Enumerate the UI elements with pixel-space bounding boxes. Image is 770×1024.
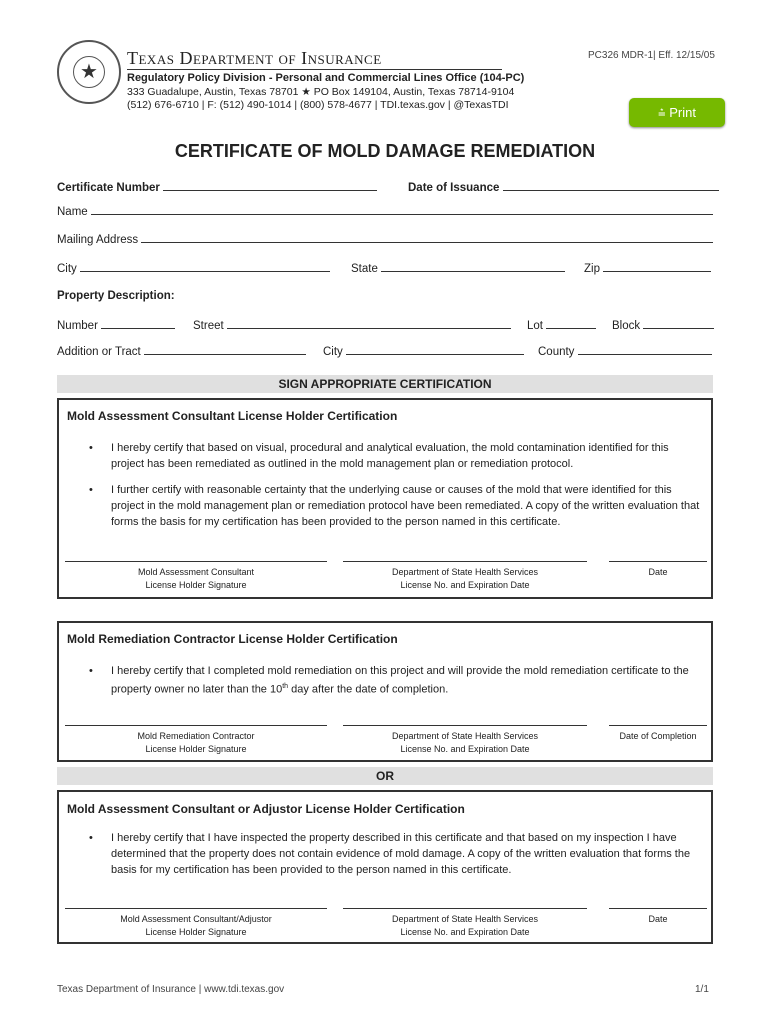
- date-line[interactable]: Date: [609, 561, 707, 579]
- section-assessment-consultant: [57, 398, 713, 599]
- date-line[interactable]: Date: [609, 908, 707, 926]
- addition-field[interactable]: [144, 344, 306, 355]
- address: 333 Guadalupe, Austin, Texas 78701 ★ PO Box 149104, Austin, Texas 78714-9104: [127, 86, 515, 98]
- print-icon: ⩮: [658, 105, 670, 120]
- section-consultant-adjustor: [57, 790, 713, 944]
- section-heading: Mold Assessment Consultant or Adjustor License Holder Certification: [67, 802, 465, 816]
- date-line[interactable]: Date of Completion: [609, 725, 707, 743]
- name-field[interactable]: [91, 204, 713, 215]
- list-item: • I hereby certify that I completed mold remediation on this project and will provide the mold remediation certificate to the property owner no later than the 10th day after the date of completion.: [89, 665, 689, 696]
- license-line[interactable]: Department of State Health Services License No. and Expiration Date: [343, 561, 587, 592]
- license-line[interactable]: Department of State Health Services License No. and Expiration Date: [343, 725, 587, 756]
- org-name: Texas Department of Insurance: [127, 48, 382, 68]
- cert-number-label: Certificate Number: [57, 182, 160, 194]
- addition-label: Addition or Tract: [57, 346, 141, 358]
- zip-field[interactable]: [603, 261, 711, 272]
- division: Regulatory Policy Division - Personal and Commercial Lines Office (104-PC): [127, 72, 525, 84]
- star-icon: ★: [73, 56, 105, 88]
- list-item: • I hereby certify that I have inspected the property described in this certificate and that based on my inspection I have determined that the property does not contain evidence of mold damage. A copy of the written evaluation that forms the basis for my certification has been provided to the person named in this certificate.: [89, 832, 691, 876]
- print-label: Print: [669, 105, 696, 120]
- divider: [127, 69, 502, 70]
- list-item: • I further certify with reasonable certainty that the underlying cause or causes of the mold that were identified for this project in the mold management plan or remediation protocol have been remediated. A copy of the written evaluation that forms the basis for my certification has been provided to the person named in this certificate.: [89, 484, 700, 528]
- or-band: OR: [57, 767, 713, 785]
- property-desc-label: Property Description:: [57, 290, 175, 302]
- print-button[interactable]: [629, 98, 725, 127]
- street-field[interactable]: [227, 318, 511, 329]
- state-field[interactable]: [381, 261, 565, 272]
- city-field[interactable]: [80, 261, 330, 272]
- signature-line[interactable]: Mold Remediation Contractor License Holder Signature: [65, 725, 327, 756]
- lot-label: Lot: [527, 320, 543, 332]
- date-issuance-label: Date of Issuance: [408, 182, 500, 194]
- page-number: 1/1: [695, 984, 709, 995]
- form-id: PC326 MDR-1| Eff. 12/15/05: [588, 50, 715, 61]
- list-item: • I hereby certify that based on visual, procedural and analytical evaluation, the mold contamination identified for this project has been remediated as outlined in the mold management plan or remediation protocol.: [89, 442, 669, 470]
- mailing-field[interactable]: [141, 232, 713, 243]
- tdi-seal-logo: [57, 40, 121, 104]
- state-label: State: [351, 263, 378, 275]
- city2-label: City: [323, 346, 343, 358]
- license-line[interactable]: Department of State Health Services License No. and Expiration Date: [343, 908, 587, 939]
- city2-field[interactable]: [346, 344, 524, 355]
- signature-line[interactable]: Mold Assessment Consultant License Holder Signature: [65, 561, 327, 592]
- contact: (512) 676-6710 | F: (512) 490-1014 | (800) 578-4677 | TDI.texas.gov | @TexasTDI: [127, 99, 509, 111]
- page-title: CERTIFICATE OF MOLD DAMAGE REMEDIATION: [174, 141, 596, 161]
- county-field[interactable]: [578, 344, 712, 355]
- sign-band: SIGN APPROPRIATE CERTIFICATION: [57, 375, 713, 393]
- date-issuance-field[interactable]: [503, 180, 719, 191]
- name-label: Name: [57, 206, 88, 218]
- block-label: Block: [612, 320, 641, 332]
- lot-field[interactable]: [546, 318, 596, 329]
- number-field[interactable]: [101, 318, 175, 329]
- section-remediation-contractor: [57, 621, 713, 762]
- city-label: City: [57, 263, 77, 275]
- footer-text: Texas Department of Insurance | www.tdi.texas.gov: [57, 984, 285, 995]
- mailing-label: Mailing Address: [57, 234, 139, 246]
- block-field[interactable]: [643, 318, 714, 329]
- street-label: Street: [193, 320, 224, 332]
- county-label: County: [538, 346, 575, 358]
- section-heading: Mold Assessment Consultant License Holder Certification: [67, 409, 398, 423]
- section-heading: Mold Remediation Contractor License Holder Certification: [67, 632, 398, 646]
- number-label: Number: [57, 320, 98, 332]
- zip-label: Zip: [584, 263, 600, 275]
- signature-line[interactable]: Mold Assessment Consultant/Adjustor License Holder Signature: [65, 908, 327, 939]
- cert-number-field[interactable]: [163, 180, 377, 191]
